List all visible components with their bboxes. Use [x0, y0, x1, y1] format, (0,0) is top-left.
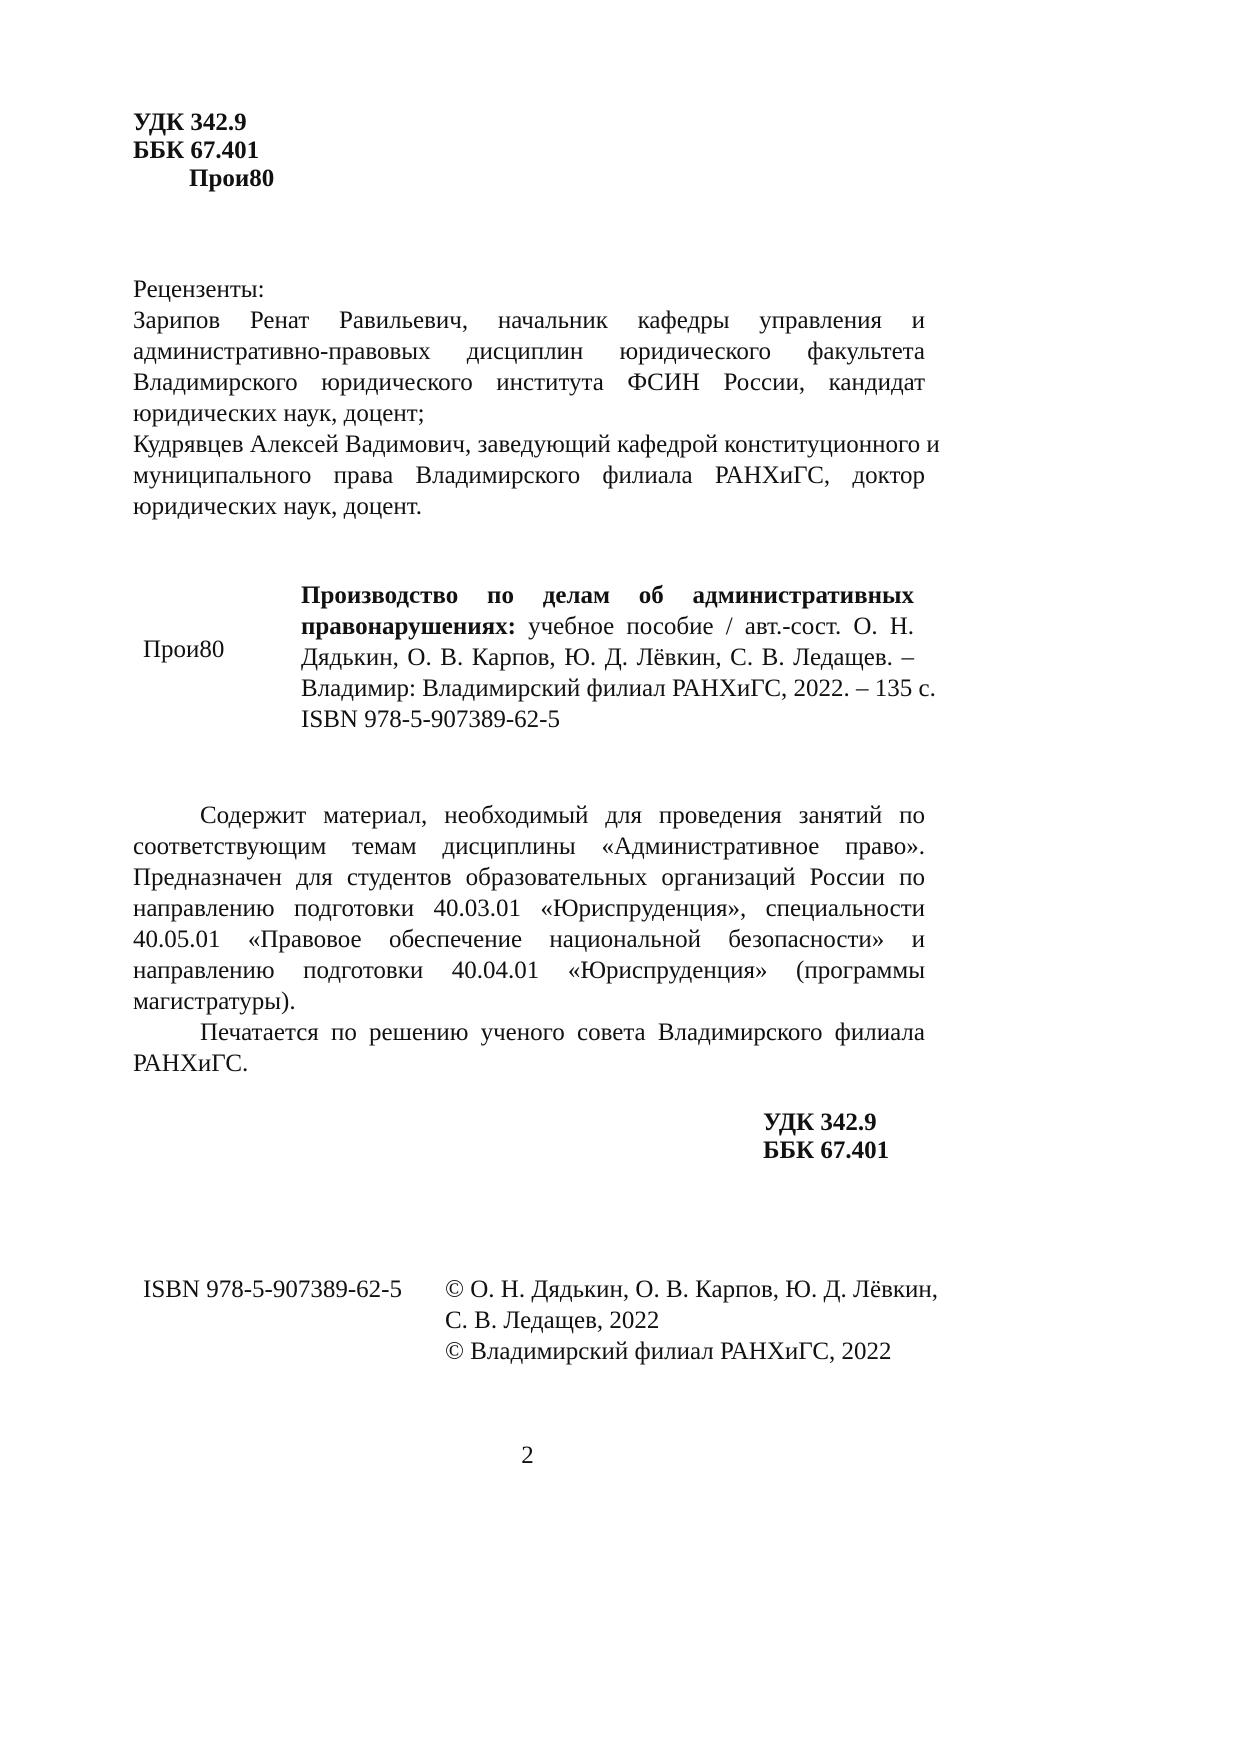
author-sign: Прои80 — [189, 165, 275, 192]
catalog-title-line-2: правонарушениях: — [301, 613, 516, 640]
annotation-section — [133, 800, 925, 1079]
annotation-line-3: Предназначен для студентов образовательных организаций России по — [133, 864, 925, 891]
reviewers-line-5: Кудрявцев Алексей Вадимович, заведующий кафедрой конституционного и — [133, 431, 940, 458]
catalog-description — [301, 580, 936, 735]
annotation-line-1: Содержит материал, необходимый для проведения занятий по — [200, 802, 925, 829]
reviewers-section — [133, 274, 940, 522]
reviewers-line-3: Владимирского юридического института ФСИН России, кандидат — [133, 369, 926, 396]
annotation-line-5: 40.05.01 «Правовое обеспечение национальной безопасности» и — [133, 926, 925, 953]
catalog-title-line-1: Производство по делам об административных — [301, 582, 914, 609]
footer-bbk-code: ББК 67.401 — [763, 1137, 890, 1164]
copyright-line-1: © О. Н. Дядькин, О. В. Карпов, Ю. Д. Лёвкин, — [445, 1276, 939, 1303]
copyright-isbn: ISBN 978-5-907389-62-5 — [143, 1276, 403, 1303]
annotation-line-8: Печатается по решению ученого совета Владимирского филиала — [200, 1019, 925, 1046]
copyright-line-3: © Владимирский филиал РАНХиГС, 2022 — [445, 1338, 892, 1365]
page-number: 2 — [521, 1442, 534, 1469]
udk-code: УДК 342.9 — [133, 109, 247, 136]
catalog-line-2: правонарушениях: учебное пособие / авт.-сост. О. Н. — [301, 613, 915, 640]
bbk-code: ББК 67.401 — [133, 137, 260, 164]
reviewers-line-6: муниципального права Владимирского филиала РАНХиГС, доктор — [133, 462, 926, 489]
catalog-line-3: Дядькин, О. В. Карпов, Ю. Д. Лёвкин, С. В. Ледащев. – — [301, 644, 914, 671]
reviewers-line-7: юридических наук, доцент. — [133, 493, 423, 520]
reviewers-line-4: юридических наук, доцент; — [133, 400, 425, 427]
annotation-line-2: соответствующим темам дисциплины «Административное право». — [133, 833, 925, 860]
annotation-line-7: магистратуры). — [133, 988, 296, 1015]
annotation-line-4: направлению подготовки 40.03.01 «Юриспруденция», специальности — [133, 895, 925, 922]
footer-udk-code: УДК 342.9 — [763, 1109, 877, 1136]
reviewers-line-1: Зарипов Ренат Равильевич, начальник кафедры управления и — [133, 307, 926, 334]
catalog-line-4: Владимир: Владимирский филиал РАНХиГС, 2022. – 135 с. — [301, 675, 936, 702]
reviewers-title: Рецензенты: — [133, 276, 265, 303]
catalog-sign: Прои80 — [143, 636, 225, 663]
annotation-line-9: РАНХиГС. — [133, 1050, 249, 1077]
copyright-block — [445, 1274, 939, 1367]
annotation-line-6: направлению подготовки 40.04.01 «Юриспруденция» (программы — [133, 957, 925, 984]
reviewers-line-2: административно-правовых дисциплин юридического факультета — [133, 338, 925, 365]
copyright-line-2: С. В. Ледащев, 2022 — [445, 1307, 660, 1334]
catalog-isbn: ISBN 978-5-907389-62-5 — [301, 706, 561, 733]
